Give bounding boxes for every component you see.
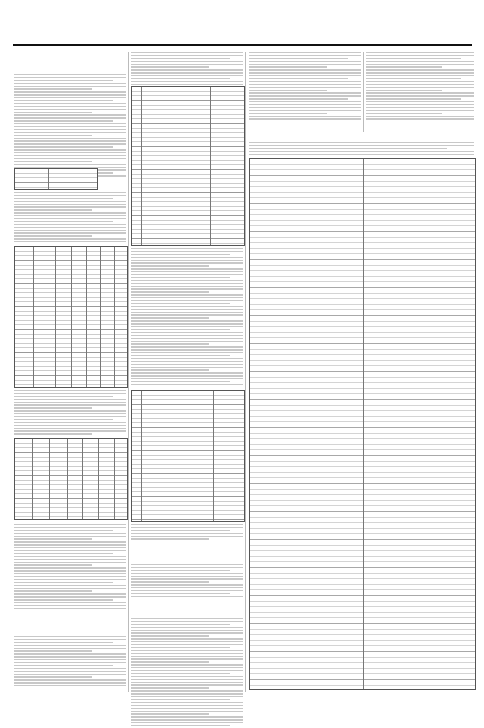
body-text [14,524,126,611]
data-table [14,168,98,190]
amendment-table [249,158,476,690]
body-text [14,192,126,244]
body-text [131,618,243,728]
body-text [131,248,243,387]
body-text [131,564,243,599]
page-header [0,0,484,46]
data-table [131,86,245,246]
column-divider [245,52,246,692]
body-text [14,636,126,688]
article-column-3-top [249,50,361,124]
body-text [249,52,361,121]
header-rule [13,44,472,46]
data-table [131,390,245,522]
column-divider [363,52,364,132]
body-text [131,524,243,541]
article-column-1 [14,50,126,690]
body-text [14,390,126,436]
article-column-2 [131,50,243,690]
column-divider [128,52,129,692]
article-column-4-top [366,50,474,124]
data-table [14,438,128,520]
body-text [14,74,126,178]
body-text [366,52,474,121]
body-text [249,142,474,156]
data-table [14,246,128,388]
article-wide [249,142,474,692]
